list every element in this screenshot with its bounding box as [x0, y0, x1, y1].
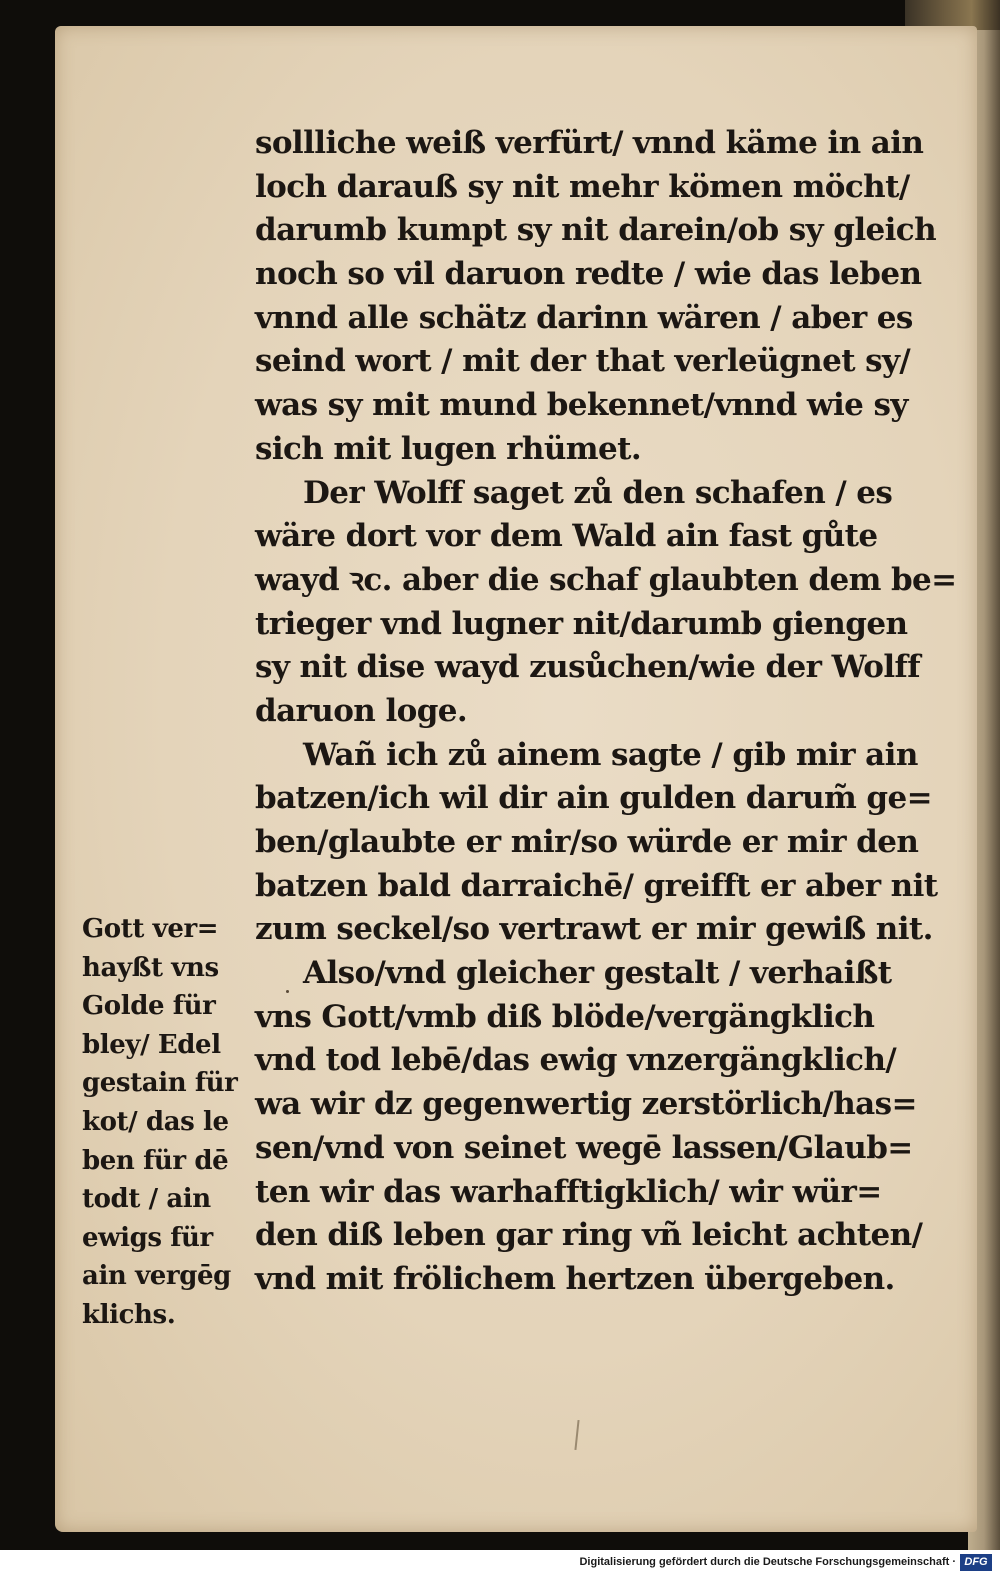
text-line: daruon loge.	[255, 692, 468, 729]
funding-credit: Digitalisierung gefördert durch die Deutsche Forschungsgemeinschaft ·	[579, 1556, 956, 1568]
text-line: vnd mit frölichem hertzen übergeben.	[255, 1260, 895, 1297]
text-line: sen/vnd von seinet wegē lassen/Glaub=	[255, 1129, 913, 1166]
ink-speck	[286, 990, 289, 993]
text-line: den diß leben gar ring vñ leicht achten/	[255, 1217, 923, 1254]
dfg-logo: DFG	[960, 1554, 992, 1571]
text-line: vns Gott/vmb diß blöde/vergängklich	[255, 998, 875, 1035]
margin-note-line: Golde für	[82, 991, 216, 1022]
text-line: loch darauß sy nit mehr kömen möcht/	[255, 168, 910, 205]
text-line: batzen bald darraichē/ greifft er aber nit	[255, 867, 938, 904]
text-line: sollliche weiß verfürt/ vnnd käme in ain	[255, 125, 924, 161]
text-line: Also/vnd gleicher gestalt / verhaißt	[303, 955, 892, 992]
text-line: ten wir das warhafftigklich/ wir wür=	[255, 1173, 882, 1210]
margin-note-line: Gott ver=	[82, 914, 219, 944]
margin-note-line: ewigs für	[82, 1222, 213, 1253]
text-line: wayd ꝛc. aber die schaf glaubten dem be=	[255, 561, 957, 598]
text-line: seind wort / mit der that verleügnet sy/	[255, 343, 911, 380]
footer-bar	[0, 1550, 1000, 1577]
text-line: ben/glaubte er mir/so würde er mir den	[255, 824, 919, 860]
main-text-block	[255, 122, 957, 1302]
text-line: Wañ ich zů ainem sagte / gib mir ain	[303, 736, 918, 773]
marginal-note	[82, 910, 252, 1335]
text-line: wäre dort vor dem Wald ain fast gůte	[255, 518, 878, 555]
margin-note-line: hayßt vns	[82, 952, 219, 983]
margin-note-line: ben für dē	[82, 1145, 229, 1176]
text-line: sy nit dise wayd zusůchen/wie der Wolff	[255, 649, 921, 686]
text-line: vnd tod lebē/das ewig vnzergängklich/	[255, 1042, 897, 1079]
margin-note-line: kot/ das le	[82, 1106, 229, 1137]
text-line: was sy mit mund bekennet/vnnd wie sy	[255, 387, 908, 424]
text-line: wa wir dz gegenwertig zerstörlich/has=	[255, 1086, 917, 1123]
text-line: vnnd alle schätz darinn wären / aber es	[255, 299, 913, 336]
text-line: Der Wolff saget zů den schafen / es	[303, 474, 893, 511]
text-line: darumb kumpt sy nit darein/ob sy gleich	[255, 212, 937, 249]
margin-note-line: bley/ Edel	[82, 1029, 221, 1060]
text-line: sich mit lugen rhümet.	[255, 430, 642, 467]
margin-note-line: gestain für	[82, 1068, 238, 1099]
margin-note-line: todt / ain	[82, 1184, 211, 1215]
text-line: zum seckel/so vertrawt er mir gewiß nit.	[255, 911, 933, 948]
text-line: trieger vnd lugner nit/darumb giengen	[255, 605, 908, 642]
margin-note-line: ain vergēg	[82, 1261, 231, 1292]
text-line: batzen/ich wil dir ain gulden darum̃ ge=	[255, 780, 932, 817]
text-line: noch so vil daruon redte / wie das leben	[255, 256, 922, 293]
margin-note-line: klichs.	[82, 1299, 176, 1330]
